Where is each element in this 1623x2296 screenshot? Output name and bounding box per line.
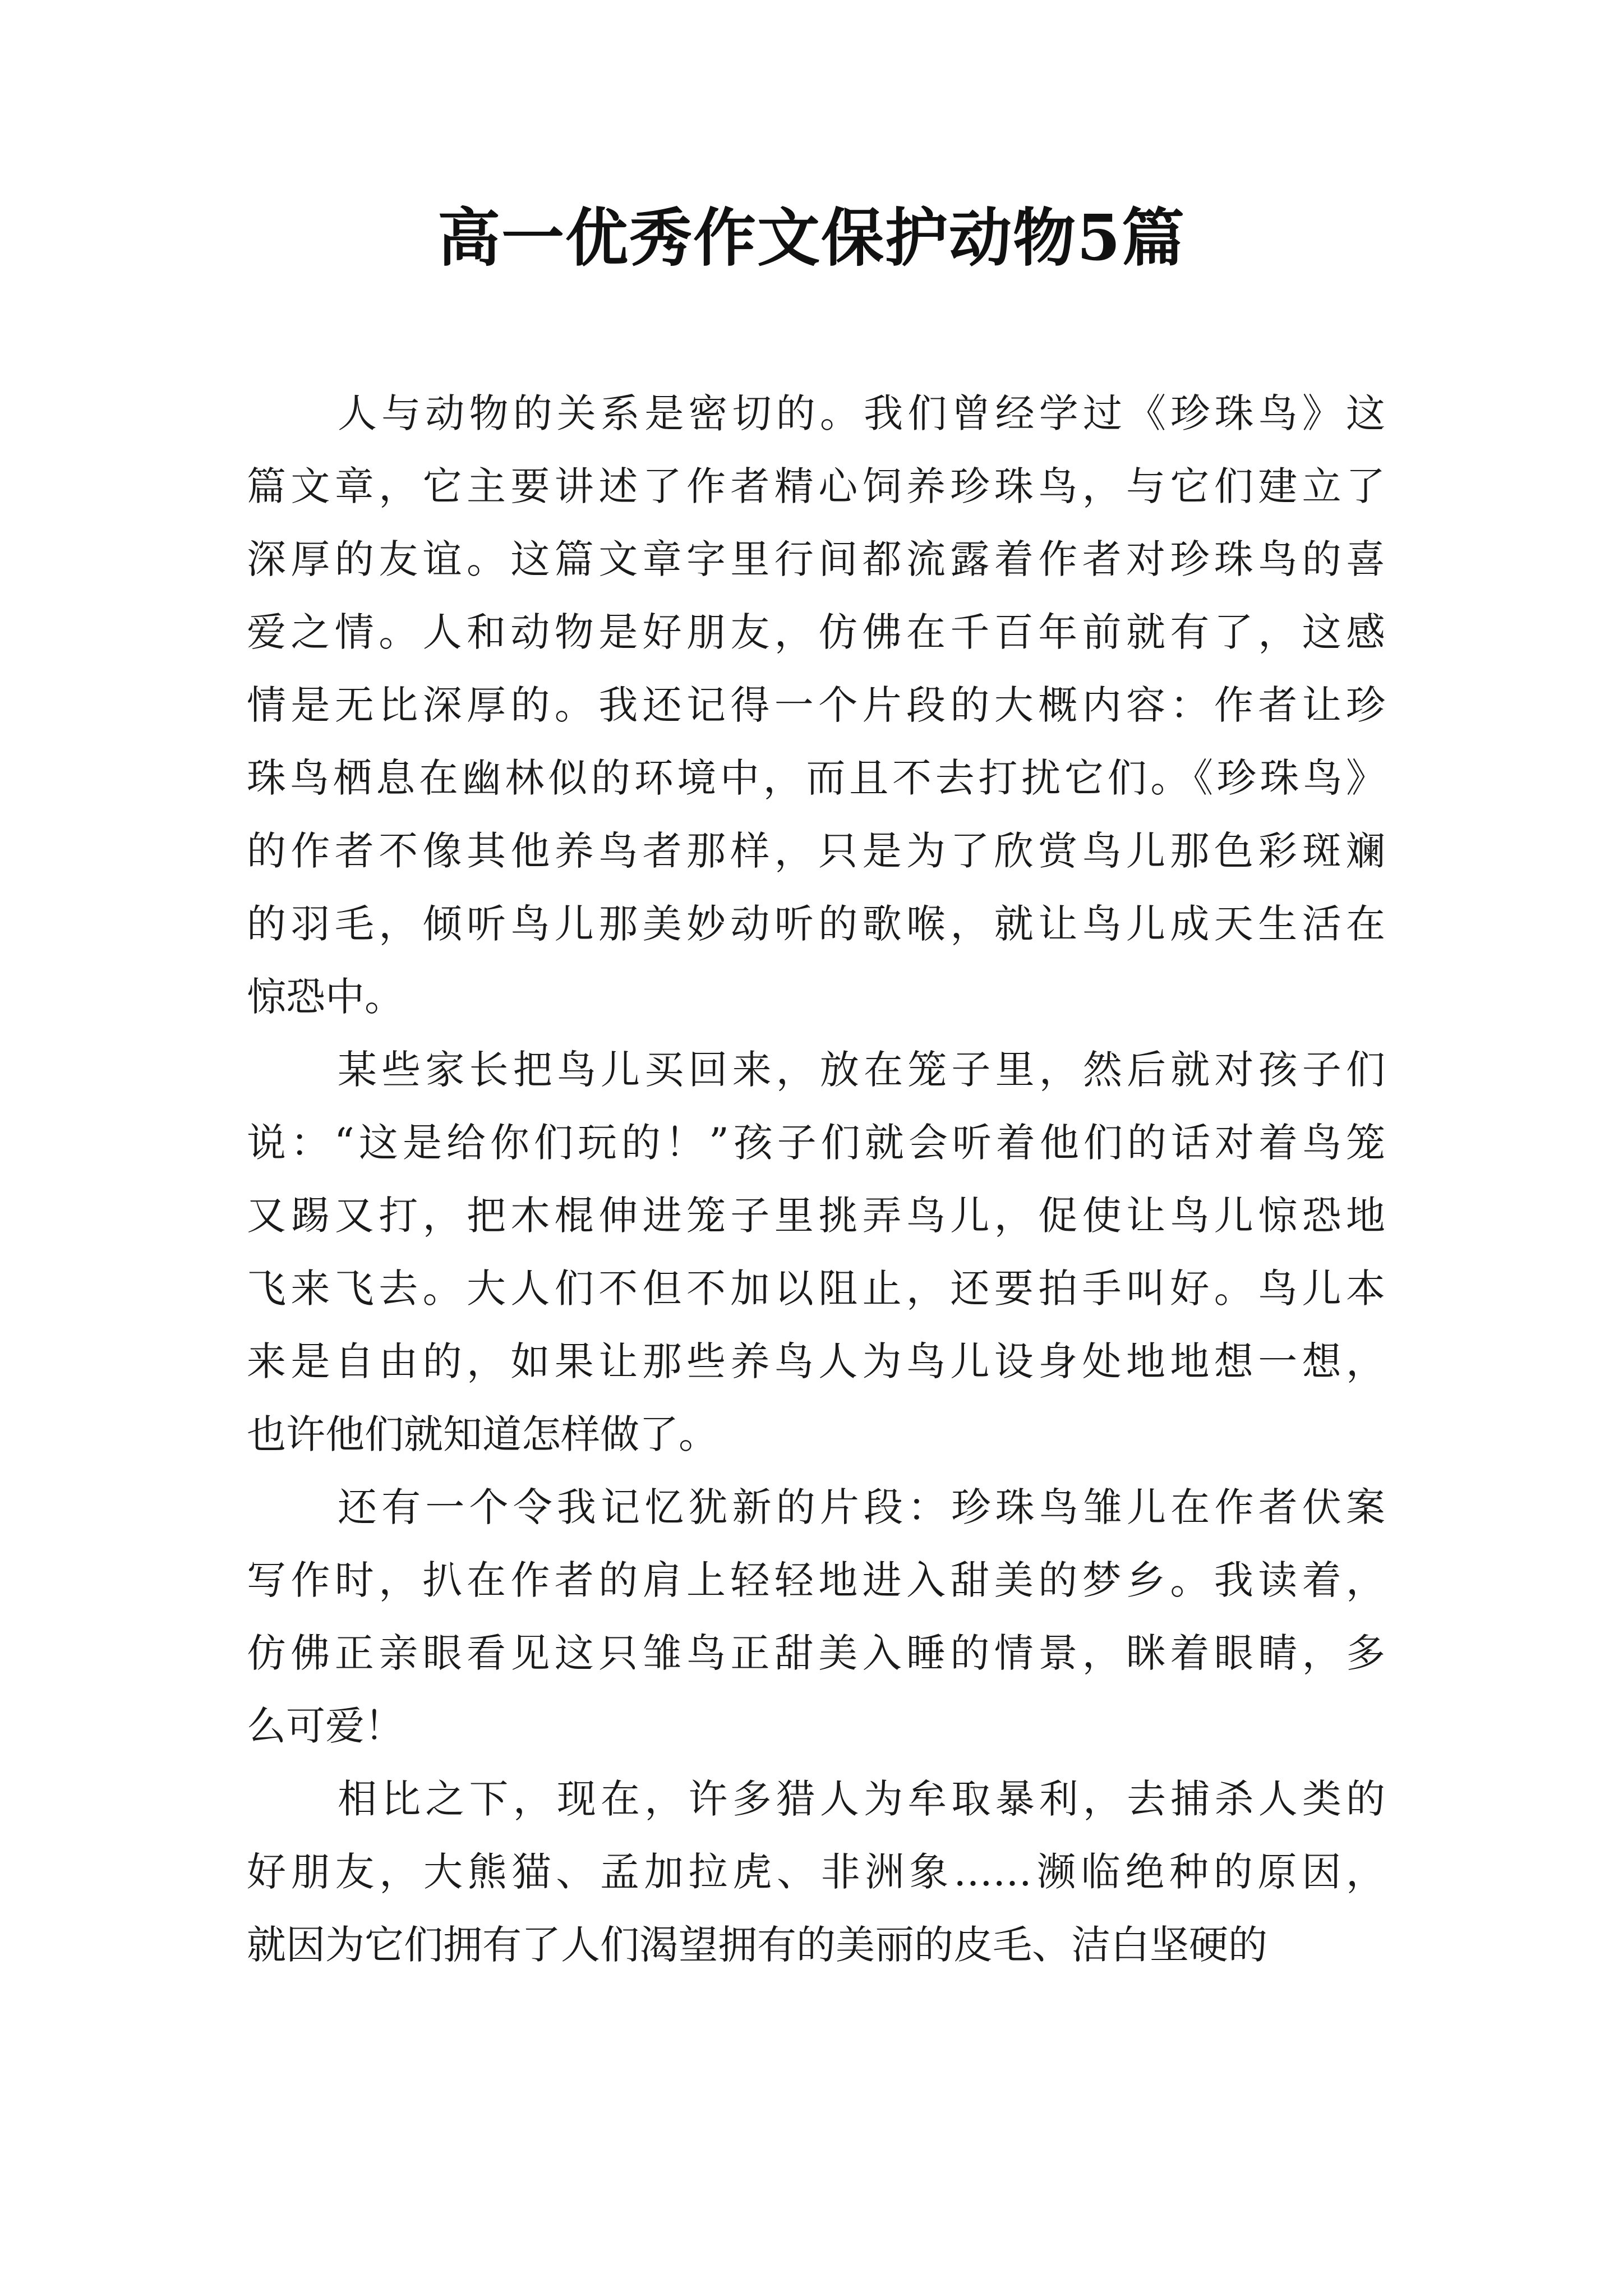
document-title: 高一优秀作文保护动物5篇 — [437, 201, 1186, 275]
paragraph — [247, 1471, 1385, 1763]
text-line: 惊恐中。 — [247, 974, 404, 1020]
text-line: 的作者不像其他养鸟者那样，只是为了欣赏鸟儿那色彩斑斓 — [247, 828, 1385, 874]
paragraph — [247, 377, 1385, 1033]
text-line: 又踢又打，把木棍伸进笼子里挑弄鸟儿，促使让鸟儿惊恐地 — [247, 1193, 1385, 1239]
document-body — [247, 377, 1385, 1981]
text-line: 某些家长把鸟儿买回来，放在笼子里，然后就对孩子们 — [338, 1047, 1385, 1093]
paragraph — [247, 1763, 1385, 1981]
paragraph — [247, 1033, 1385, 1471]
text-line: 飞来飞去。大人们不但不加以阻止，还要拍手叫好。鸟儿本 — [247, 1266, 1385, 1312]
text-line: 深厚的友谊。这篇文章字里行间都流露着作者对珍珠鸟的喜 — [247, 536, 1385, 582]
text-line: 好朋友，大熊猫、孟加拉虎、非洲象……濒临绝种的原因， — [247, 1849, 1385, 1895]
text-line: 还有一个令我记忆犹新的片段：珍珠鸟雏儿在作者伏案 — [338, 1484, 1385, 1530]
text-line: 人与动物的关系是密切的。我们曾经学过《珍珠鸟》这 — [338, 390, 1385, 436]
text-line: 情是无比深厚的。我还记得一个片段的大概内容：作者让珍 — [247, 682, 1385, 728]
text-line: 的羽毛，倾听鸟儿那美妙动听的歌喉，就让鸟儿成天生活在 — [247, 901, 1385, 947]
text-line: 也许他们就知道怎样做了。 — [247, 1411, 718, 1457]
text-line: 相比之下，现在，许多猎人为牟取暴利，去捕杀人类的 — [338, 1776, 1385, 1822]
text-line: 爱之情。人和动物是好朋友，仿佛在千百年前就有了，这感 — [247, 609, 1385, 655]
text-line: 珠鸟栖息在幽林似的环境中，而且不去打扰它们。《珍珠鸟》 — [247, 755, 1385, 801]
text-line: 写作时，扒在作者的肩上轻轻地进入甜美的梦乡。我读着， — [247, 1557, 1385, 1603]
text-line: 说：“这是给你们玩的！”孩子们就会听着他们的话对着鸟笼 — [247, 1120, 1385, 1166]
text-line: 来是自由的，如果让那些养鸟人为鸟儿设身处地地想一想， — [247, 1338, 1385, 1384]
text-line: 么可爱！ — [247, 1703, 404, 1749]
text-line: 仿佛正亲眼看见这只雏鸟正甜美入睡的情景，眯着眼睛，多 — [247, 1630, 1385, 1676]
text-line: 篇文章，它主要讲述了作者精心饲养珍珠鸟，与它们建立了 — [247, 463, 1385, 509]
text-line: 就因为它们拥有了人们渴望拥有的美丽的皮毛、洁白坚硬的 — [247, 1922, 1267, 1968]
